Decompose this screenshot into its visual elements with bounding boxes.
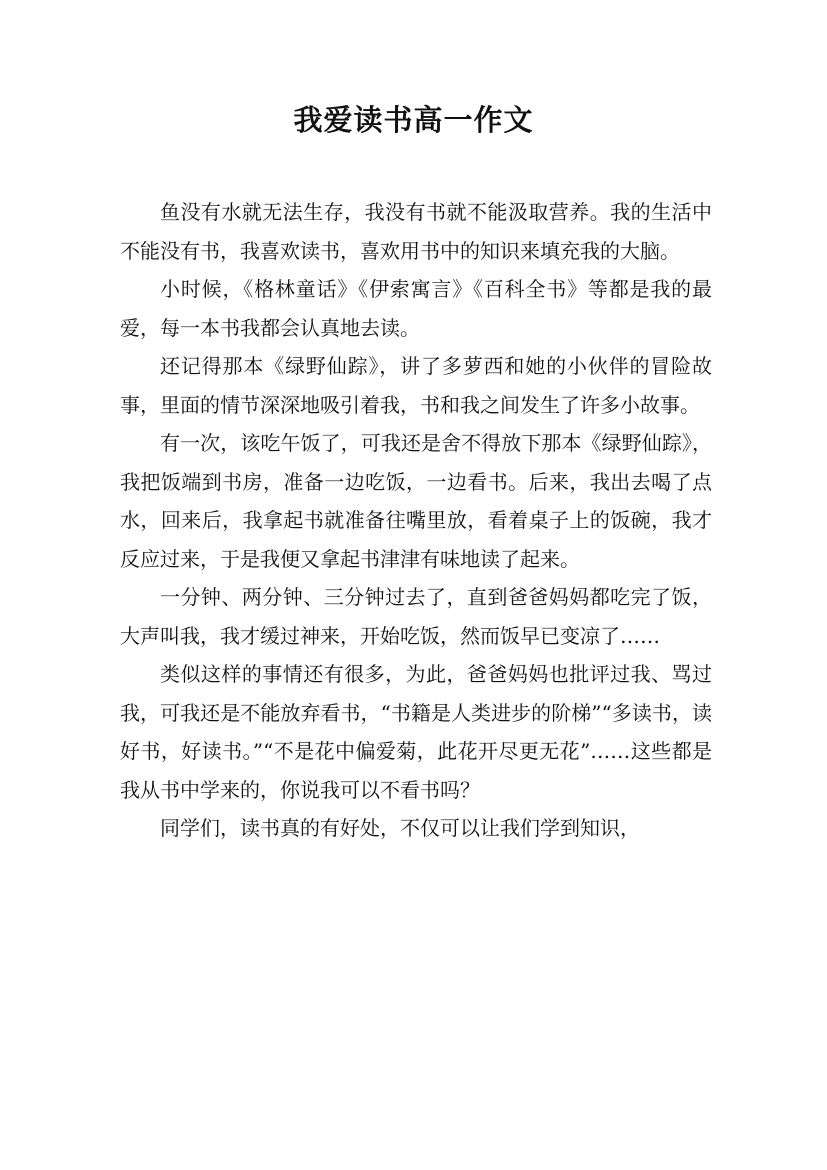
paragraph-3: 还记得那本《绿野仙踪》，讲了多萝西和她的小伙伴的冒险故事，里面的情节深深地吸引着我，书和我之间发生了许多小故事。 <box>120 354 712 417</box>
document-title: 我爱读书高一作文 <box>293 103 534 137</box>
paragraph-1: 鱼没有水就无法生存，我没有书就不能汲取营养。我的生活中不能没有书，我喜欢读书，喜欢用书中的知识来填充我的大脑。 <box>120 200 712 263</box>
paragraph-4: 有一次，该吃午饭了，可我还是舍不得放下那本《绿野仙踪》，我把饭端到书房，准备一边吃饭，一边看书。后来，我出去喝了点水，回来后，我拿起书就准备往嘴里放，看着桌子上的饭碗，我才反应过来，于是我便又拿起书津津有味地读了起来。 <box>120 431 712 571</box>
document-body <box>120 193 712 848</box>
paragraph-5: 一分钟、两分钟、三分钟过去了，直到爸爸妈妈都吃完了饭，大声叫我，我才缓过神来，开始吃饭，然而饭早已变凉了…… <box>120 585 712 648</box>
paragraph-6: 类似这样的事情还有很多，为此，爸爸妈妈也批评过我、骂过我，可我还是不能放弃看书，“书籍是人类进步的阶梯”“多读书，读好书，好读书。”“不是花中偏爱菊，此花开尽更无花”……这些都是我从书中学来的，你说我可以不看书吗？ <box>120 662 712 802</box>
paragraph-2: 小时候，《格林童话》《伊索寓言》《百科全书》等都是我的最爱，每一本书我都会认真地去读。 <box>120 277 712 340</box>
paragraph-7: 同学们，读书真的有好处，不仅可以让我们学到知识， <box>160 816 640 840</box>
